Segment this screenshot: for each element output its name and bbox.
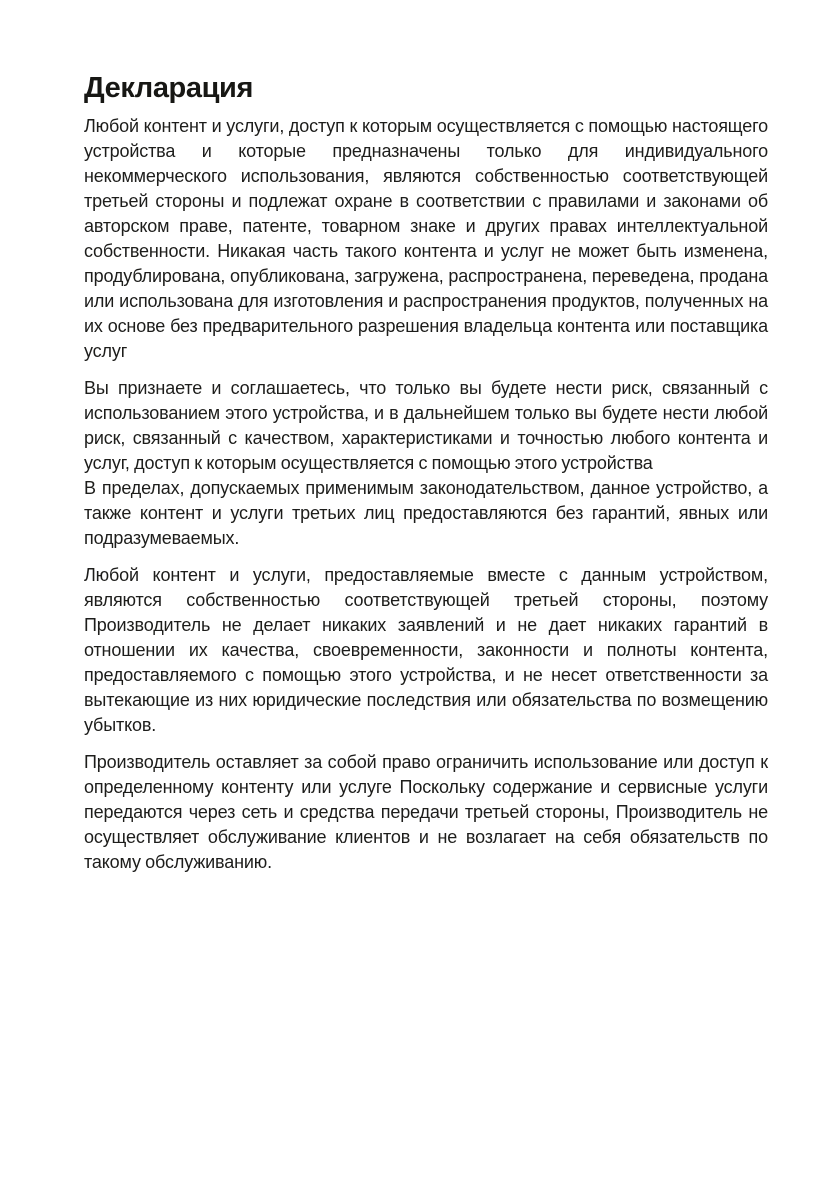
paragraph-text: В пределах, допускаемых применимым законодательством, данное устройство, а также контент и услуги третьих лиц предоставляются без гарантий, явных или подразумеваемых. (84, 478, 768, 548)
page-title: Декларация (84, 72, 253, 104)
paragraph-text: Производитель оставляет за собой право ограничить использование или доступ к определенному контенту или услуге Поскольку содержание и сервисные услуги передаются через сеть и средства передачи третьей стороны, Производитель не осуществляет обслуживание клиентов и не возлагает на себя обязательств по такому обслуживанию. (84, 752, 768, 872)
paragraph-access-restriction (84, 750, 768, 875)
paragraph-text: Любой контент и услуги, доступ к которым осуществляется с помощью настоящего устройства и которые предназначены только для индивидуального некоммерческого использования, являются собственностью соответствующей третьей стороны и подлежат охране в соответствии с правилами и законами об авторском праве, патенте, товарном знаке и других правах интеллектуальной собственности. Никакая часть такого контента и услуг не может быть изменена, продублирована, опубликована, загружена, распространена, переведена, продана или использована для изготовления и распространения продуктов, полученных на их основе без предварительного разрешения владельца контента или поставщика услуг (84, 116, 768, 361)
paragraph-text: Любой контент и услуги, предоставляемые вместе с данным устройством, являются собственностью соответствующей третьей стороны, поэтому Производитель не делает никаких заявлений и не дает никаких гарантий в отношении их качества, своевременности, законности и полноты контента, предоставляемого с помощью этого устройства, и не несет ответственности за вытекающие из них юридические последствия или обязательства по возмещению убытков. (84, 565, 768, 735)
paragraph-user-risk (84, 376, 768, 551)
paragraph-no-warranty (84, 563, 768, 738)
paragraph-text: Вы признаете и соглашаетесь, что только вы будете нести риск, связанный с использованием этого устройства, и в дальнейшем только вы будете нести любой риск, связанный с качеством, характеристиками и точностью любого контента и услуг, доступ к которым осуществляется с помощью этого устройства (84, 378, 768, 473)
paragraph-content-ownership (84, 114, 768, 364)
